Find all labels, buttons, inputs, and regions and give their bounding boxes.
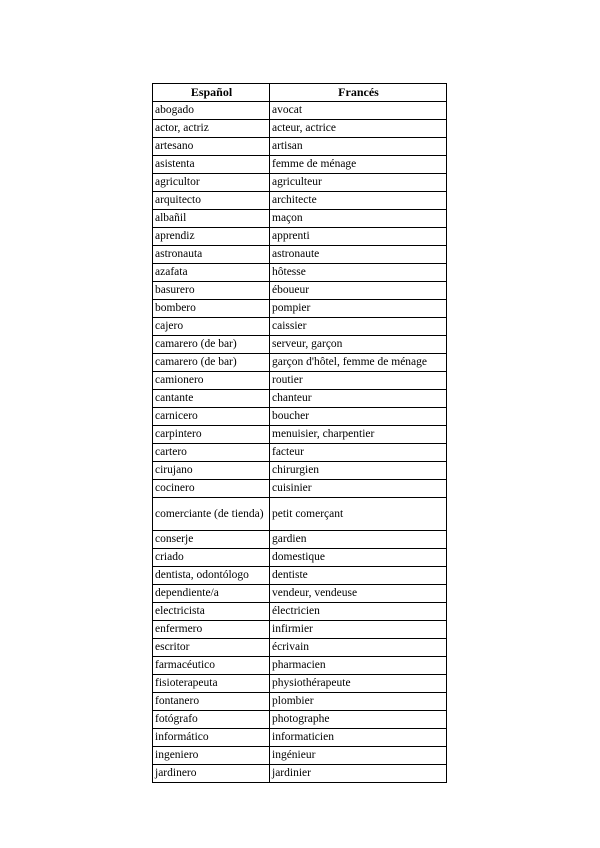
spanish-cell: cartero [153,444,270,462]
table-row [153,138,447,156]
spanish-cell: conserje [153,531,270,549]
spanish-cell: comerciante (de tienda) [153,498,270,531]
french-cell: garçon d'hôtel, femme de ménage [270,354,447,372]
table-row [153,765,447,783]
spanish-cell: fontanero [153,693,270,711]
spanish-cell: cocinero [153,480,270,498]
table-row [153,192,447,210]
spanish-cell: aprendiz [153,228,270,246]
french-cell: boucher [270,408,447,426]
header-spanish: Español [153,84,270,102]
french-cell: pompier [270,300,447,318]
french-cell: jardinier [270,765,447,783]
header-french: Francés [270,84,447,102]
french-cell: pharmacien [270,657,447,675]
french-cell: photographe [270,711,447,729]
table-row [153,531,447,549]
spanish-cell: farmacéutico [153,657,270,675]
spanish-cell: abogado [153,102,270,120]
french-cell: architecte [270,192,447,210]
french-cell: petit comerçant [270,498,447,531]
french-cell: écrivain [270,639,447,657]
spanish-cell: cajero [153,318,270,336]
spanish-cell: agricultor [153,174,270,192]
spanish-cell: asistenta [153,156,270,174]
table-row [153,408,447,426]
french-cell: facteur [270,444,447,462]
french-cell: plombier [270,693,447,711]
table-row [153,462,447,480]
spanish-cell: cirujano [153,462,270,480]
table-row [153,585,447,603]
spanish-cell: camionero [153,372,270,390]
spanish-cell: carnicero [153,408,270,426]
french-cell: artisan [270,138,447,156]
table-row [153,282,447,300]
table-row [153,264,447,282]
french-cell: femme de ménage [270,156,447,174]
table-row [153,498,447,531]
table-row [153,174,447,192]
table-row [153,480,447,498]
spanish-cell: camarero (de bar) [153,336,270,354]
spanish-cell: basurero [153,282,270,300]
french-cell: gardien [270,531,447,549]
spanish-cell: electricista [153,603,270,621]
table-row [153,621,447,639]
french-cell: informaticien [270,729,447,747]
table-row [153,747,447,765]
french-cell: vendeur, vendeuse [270,585,447,603]
french-cell: infirmier [270,621,447,639]
french-cell: menuisier, charpentier [270,426,447,444]
table-row [153,603,447,621]
table-row [153,246,447,264]
table-row [153,102,447,120]
spanish-cell: dependiente/a [153,585,270,603]
table-row [153,300,447,318]
table-row [153,549,447,567]
french-cell: chanteur [270,390,447,408]
table-row [153,711,447,729]
french-cell: maçon [270,210,447,228]
french-cell: ingénieur [270,747,447,765]
french-cell: astronaute [270,246,447,264]
spanish-cell: actor, actriz [153,120,270,138]
spanish-cell: fotógrafo [153,711,270,729]
french-cell: éboueur [270,282,447,300]
table-row [153,354,447,372]
french-cell: avocat [270,102,447,120]
table-row [153,318,447,336]
spanish-cell: ingeniero [153,747,270,765]
table-row [153,372,447,390]
spanish-cell: cantante [153,390,270,408]
table-row [153,675,447,693]
spanish-cell: albañil [153,210,270,228]
table-row [153,639,447,657]
spanish-cell: jardinero [153,765,270,783]
french-cell: domestique [270,549,447,567]
french-cell: apprenti [270,228,447,246]
table-row [153,156,447,174]
french-cell: serveur, garçon [270,336,447,354]
spanish-cell: escritor [153,639,270,657]
spanish-cell: arquitecto [153,192,270,210]
table-row [153,729,447,747]
spanish-cell: dentista, odontólogo [153,567,270,585]
spanish-cell: astronauta [153,246,270,264]
spanish-cell: bombero [153,300,270,318]
table-row [153,657,447,675]
spanish-cell: artesano [153,138,270,156]
table-row [153,120,447,138]
french-cell: chirurgien [270,462,447,480]
table-row [153,210,447,228]
french-cell: physiothérapeute [270,675,447,693]
table-row [153,228,447,246]
french-cell: dentiste [270,567,447,585]
spanish-cell: informático [153,729,270,747]
french-cell: électricien [270,603,447,621]
spanish-cell: criado [153,549,270,567]
table-row [153,336,447,354]
table-row [153,444,447,462]
french-cell: hôtesse [270,264,447,282]
french-cell: cuisinier [270,480,447,498]
spanish-cell: fisioterapeuta [153,675,270,693]
spanish-cell: azafata [153,264,270,282]
table-row [153,390,447,408]
french-cell: routier [270,372,447,390]
vocabulary-table [152,83,447,783]
spanish-cell: enfermero [153,621,270,639]
french-cell: agriculteur [270,174,447,192]
french-cell: acteur, actrice [270,120,447,138]
table-body [153,102,447,783]
spanish-cell: carpintero [153,426,270,444]
table-row [153,426,447,444]
french-cell: caissier [270,318,447,336]
table-row [153,567,447,585]
table-header-row [153,84,447,102]
spanish-cell: camarero (de bar) [153,354,270,372]
table-row [153,693,447,711]
